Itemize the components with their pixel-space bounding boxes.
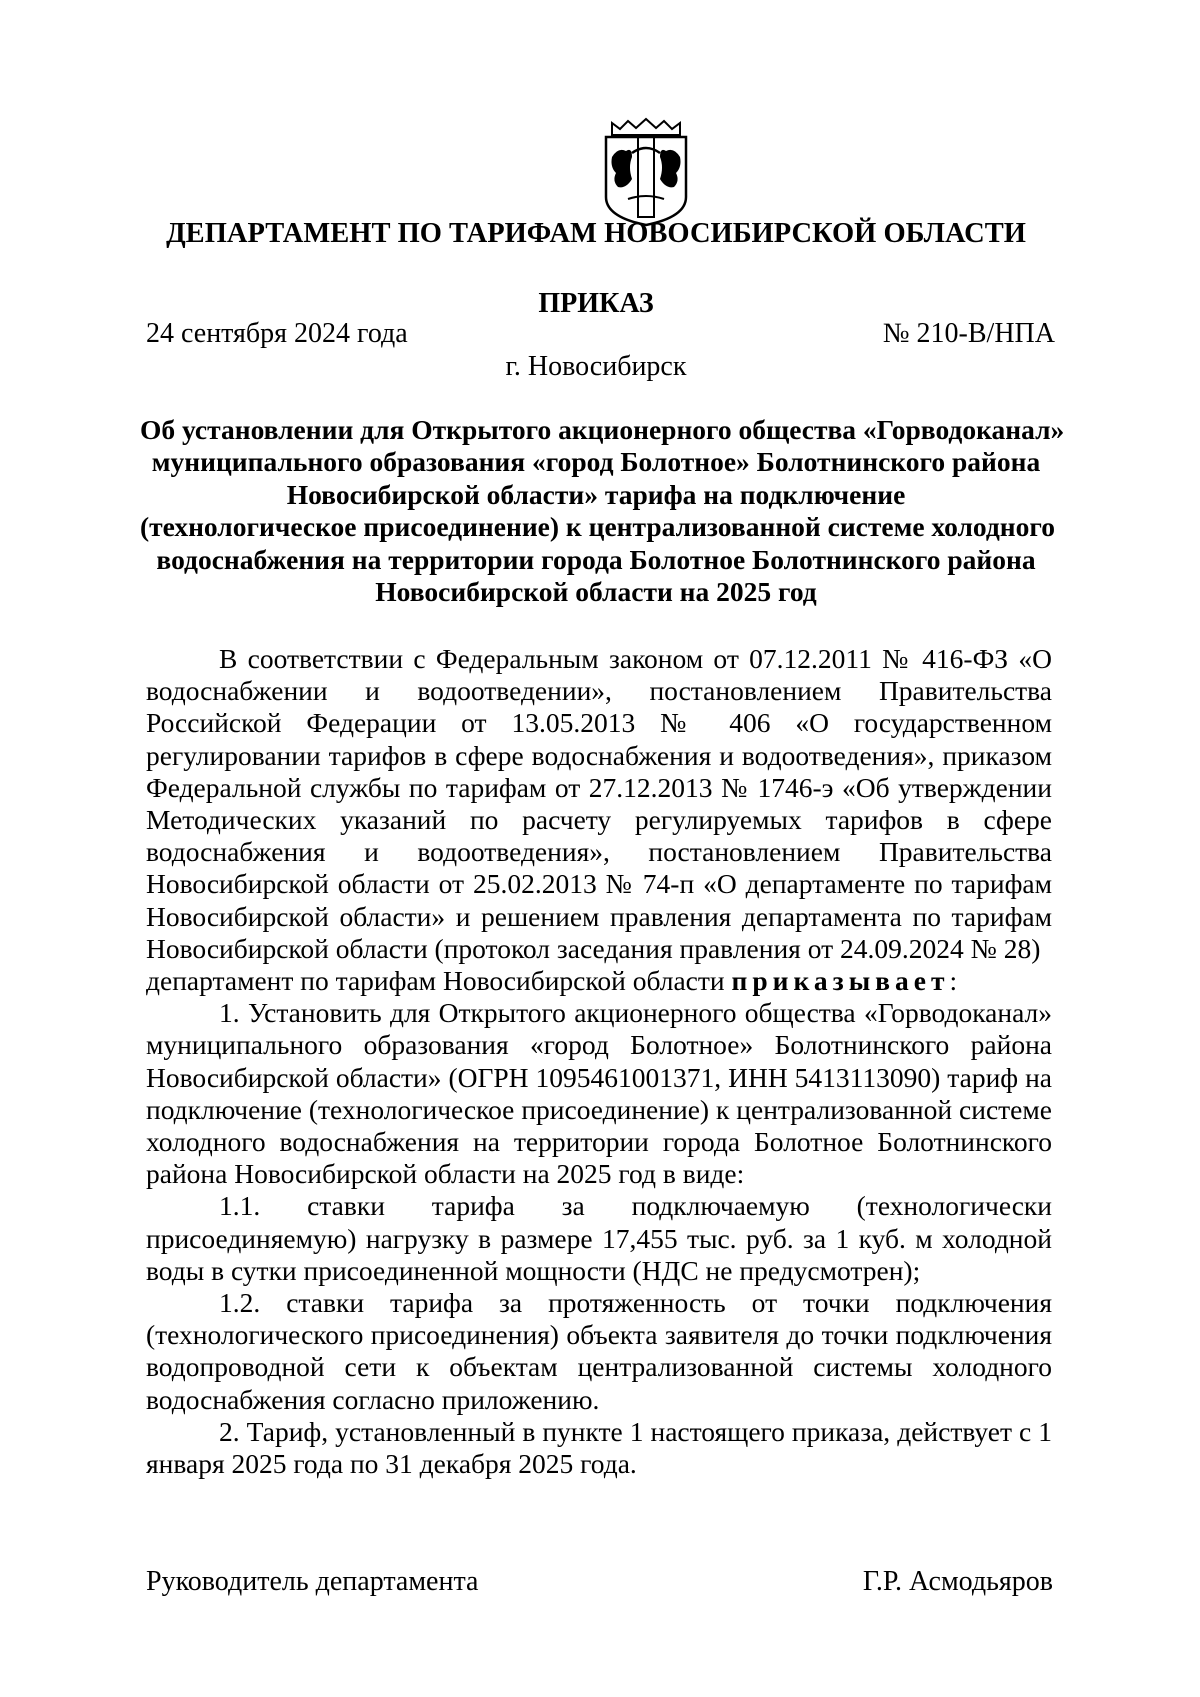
orders-paragraph <box>146 965 1052 997</box>
title-line: Новосибирской области на 2025 год <box>375 576 817 608</box>
title-line: (технологическое присоединение) к централизованной системе холодного <box>140 511 1055 543</box>
orders-prefix: департамент по тарифам Новосибирской области <box>146 965 732 997</box>
preamble-paragraph: В соответствии с Федеральным законом от 07.12.2011 № 416-ФЗ «О водоснабжении и водоотведении», постановлением Правительства Российской Федерации от 13.05.2013 № 406 «О государственном регулировании тарифов в сфере водоснабжения и водоотведения», приказом Федеральной службы по тарифам от 27.12.2013 № 1746-э «Об утверждении Методических указаний по расчету регулируемых тарифов в сфере водоснабжения и водоотведения», постановлением Правительства Новосибирской области от 25.02.2013 № 74-п «О департаменте по тарифам Новосибирской области» и решением правления департамента по тарифам Новосибирской области (протокол заседания правления от 24.09.2024 № 28) <box>146 643 1052 964</box>
title-line: Об установлении для Открытого акционерного общества «Горводоканал» <box>140 414 1065 445</box>
document-type: ПРИКАЗ <box>538 288 654 319</box>
document-title <box>140 414 1065 608</box>
signatory-position: Руководитель департамента <box>146 1566 479 1597</box>
department-name: ДЕПАРТАМЕНТ ПО ТАРИФАМ НОВОСИБИРСКОЙ ОБЛАСТИ <box>166 218 1026 249</box>
document-body <box>146 643 1052 1480</box>
signatory-name: Г.Р. Асмодьяров <box>862 1566 1053 1597</box>
document-city: г. Новосибирск <box>505 351 687 382</box>
document-date: 24 сентября 2024 года <box>146 318 408 349</box>
item-1-paragraph: 1. Установить для Открытого акционерного общества «Горводоканал» муниципального образования «город Болотное» Болотнинского района Новосибирской области» (ОГРН 1095461001371, ИНН 5413113090) тариф на подключение (технологическое присоединение) к централизованной системе холодного водоснабжения на территории города Болотное Болотнинского района Новосибирской области на 2025 год в виде: <box>146 997 1052 1190</box>
document-number: № 210-В/НПА <box>882 318 1055 349</box>
novosibirsk-coat-of-arms-icon <box>598 117 694 227</box>
item-2-paragraph: 2. Тариф, установленный в пункте 1 настоящего приказа, действует с 1 января 2025 года по 31 декабря 2025 года. <box>146 1415 1052 1480</box>
item-1-2-paragraph: 1.2. ставки тарифа за протяженность от точки подключения (технологического присоединения) объекта заявителя до точки подключения водопроводной сети к объектам централизованной системы холодного водоснабжения согласно приложению. <box>146 1287 1052 1415</box>
title-line: Новосибирской области» тарифа на подключение <box>286 478 906 510</box>
title-line: водоснабжения на территории города Болотное Болотнинского района <box>156 543 1036 575</box>
orders-word: приказывает <box>731 965 950 997</box>
item-1-1-paragraph: 1.1. ставки тарифа за подключаемую (технологически присоединяемую) нагрузку в размере 17,455 тыс. руб. за 1 куб. м холодной воды в сутки присоединенной мощности (НДС не предусмотрен); <box>146 1190 1052 1286</box>
orders-suffix: : <box>949 965 958 997</box>
title-line: муниципального образования «город Болотное» Болотнинского района <box>151 446 1041 478</box>
